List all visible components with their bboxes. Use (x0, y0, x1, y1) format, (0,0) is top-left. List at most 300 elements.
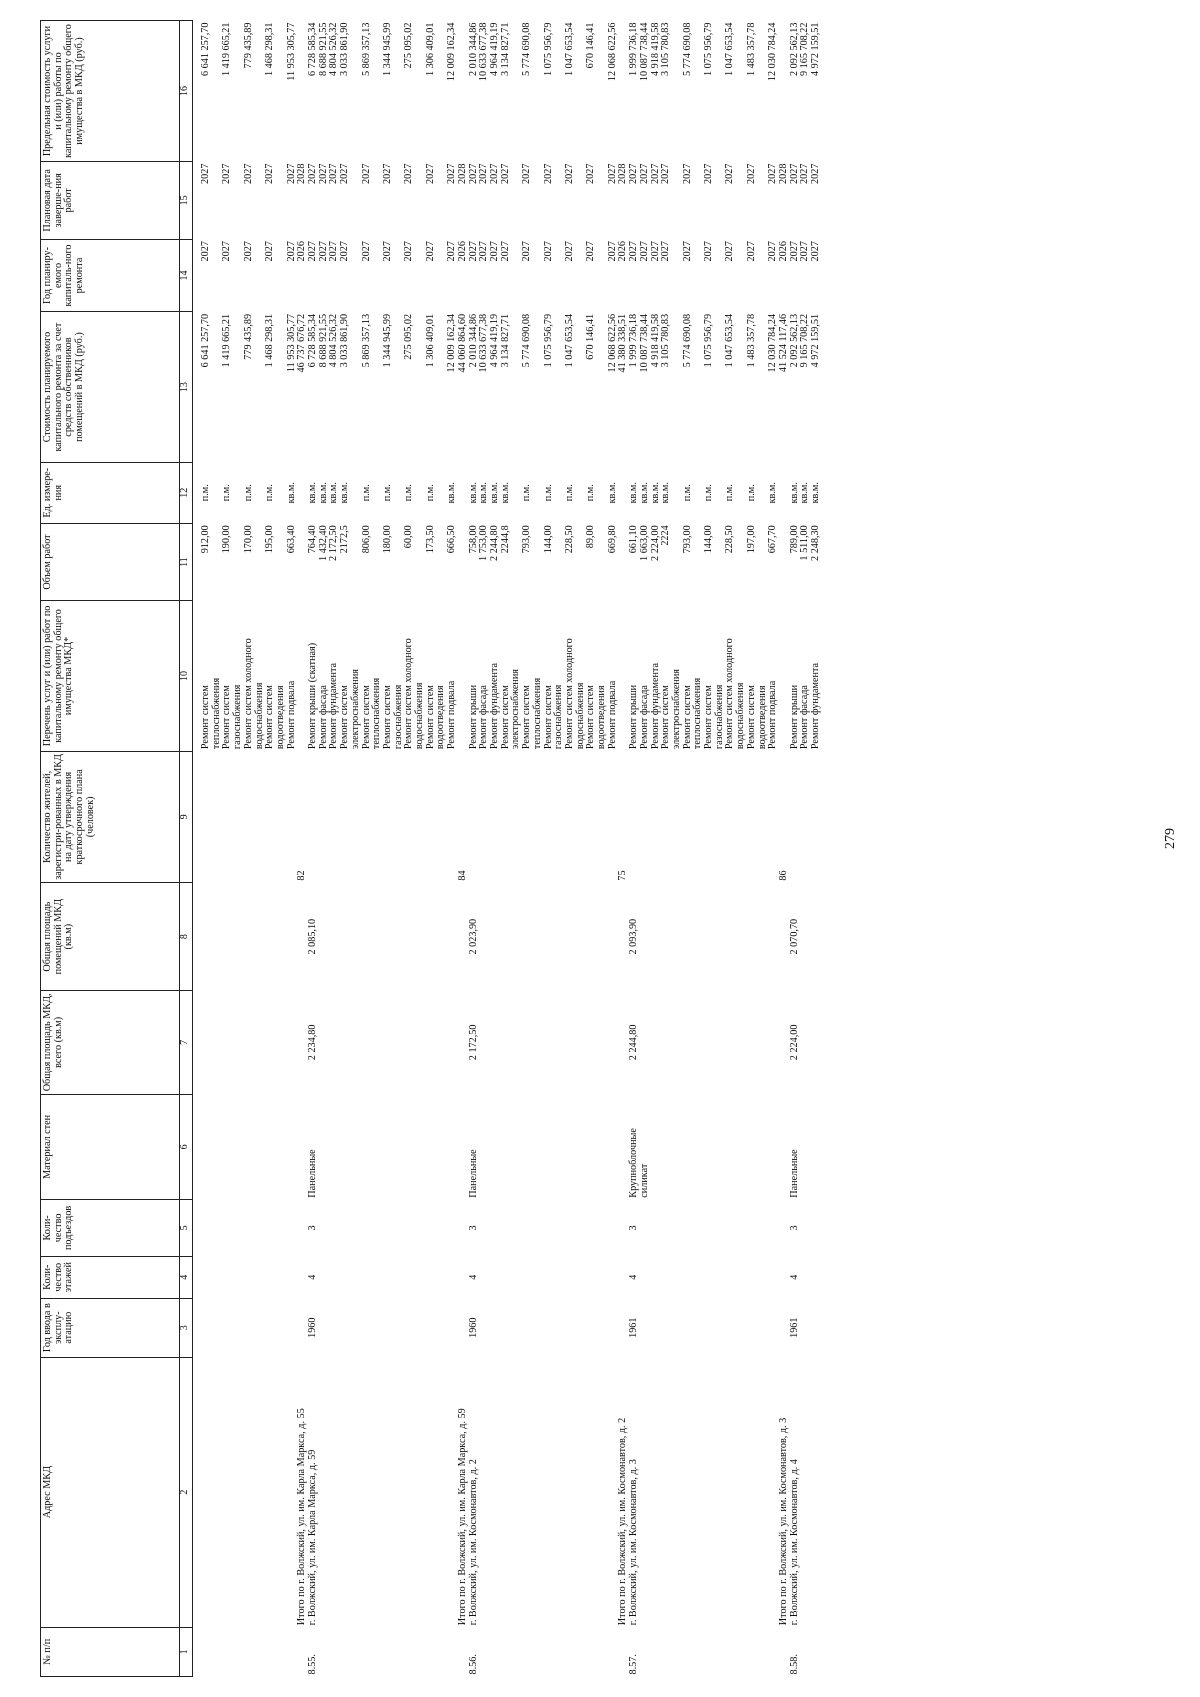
table-row (672, 21, 683, 1677)
table-cell: 2027 (799, 163, 811, 184)
table-cell: 2027 (585, 241, 597, 262)
table-cell: 3 (788, 1225, 800, 1231)
table-cell (693, 1094, 704, 1200)
table-cell: 2027 (649, 241, 661, 262)
table-cell (436, 1298, 447, 1357)
table-row (490, 21, 501, 1677)
table-cell: 46 737 676,72 (296, 313, 308, 373)
table-cell (533, 751, 544, 883)
table-cell (715, 1094, 726, 1200)
table-cell: 2027 (339, 241, 351, 262)
column-header: Год планиру-емого капиталь-ного ремонта (41, 239, 180, 312)
table-cell: водоотведения (596, 685, 608, 750)
table-cell (725, 1298, 736, 1357)
table-cell (319, 1627, 330, 1676)
table-cell (651, 751, 662, 883)
table-cell (394, 991, 405, 1094)
table-row (362, 21, 373, 1677)
table-cell (490, 1298, 501, 1357)
table-cell (800, 1094, 811, 1200)
table-cell (212, 883, 223, 991)
table-cell (768, 883, 779, 991)
table-cell (565, 1298, 576, 1357)
table-cell (651, 1256, 662, 1298)
table-cell: 2027 (446, 241, 458, 262)
table-cell: 8.58. (788, 1654, 800, 1675)
table-cell: 2027 (499, 163, 511, 184)
table-cell: 2026 (777, 241, 789, 262)
table-cell (276, 1298, 287, 1357)
table-cell: 1 999 736,18 (628, 313, 640, 368)
table-cell (415, 1094, 426, 1200)
table-cell: Ремонт крыши (скатная) (307, 642, 319, 750)
table-cell: 6 728 585,34 (307, 313, 319, 368)
table-cell (319, 1256, 330, 1298)
table-cell (661, 1627, 672, 1676)
table-cell (404, 1256, 415, 1298)
table-cell: 2027 (264, 241, 276, 262)
table-cell (436, 991, 447, 1094)
table-cell (629, 751, 640, 883)
table-cell (415, 1627, 426, 1676)
table-cell: п.м. (200, 484, 211, 502)
table-cell: 2 244,80 (628, 1024, 640, 1061)
table-cell: кв.м. (307, 482, 319, 504)
table-cell (201, 1094, 212, 1200)
table-cell (426, 1298, 437, 1357)
table-cell (447, 1627, 458, 1676)
table-cell (693, 1357, 704, 1627)
table-cell: 4 (467, 1274, 479, 1280)
table-cell (287, 883, 298, 991)
table-cell (436, 1094, 447, 1200)
table-cell (394, 883, 405, 991)
table-cell: 4 804 526,32 (328, 313, 340, 368)
table-cell: электроснабжения (510, 669, 522, 750)
table-cell: 1 075 956,79 (542, 313, 554, 368)
table-cell: 1 419 665,21 (221, 313, 233, 368)
table-cell (319, 1200, 330, 1256)
table-cell (544, 1256, 555, 1298)
table-row (618, 21, 629, 1677)
table-cell (768, 1627, 779, 1676)
table-cell: 758,00 (467, 525, 479, 554)
table-row (533, 21, 544, 1677)
table-cell: 75 (617, 870, 629, 881)
table-cell: Ремонт фасада (799, 685, 811, 750)
table-cell: кв.м. (478, 482, 490, 504)
table-cell (340, 1256, 351, 1298)
table-cell (255, 1094, 266, 1200)
table-cell (522, 991, 533, 1094)
table-cell (372, 1200, 383, 1256)
table-cell (651, 883, 662, 991)
table-row (297, 21, 308, 1677)
table-cell (469, 751, 480, 883)
table-cell (351, 523, 362, 601)
table-cell (651, 1627, 662, 1676)
table-header-row (41, 21, 180, 1677)
table-cell: Панельные (307, 1149, 319, 1198)
table-row (629, 21, 640, 1677)
table-cell: 2027 (242, 163, 254, 184)
table-cell (511, 1298, 522, 1357)
table-cell (544, 991, 555, 1094)
table-cell (212, 1094, 223, 1200)
table-cell (586, 991, 597, 1094)
table-cell (511, 1256, 522, 1298)
table-cell (479, 883, 490, 991)
table-cell: 197,00 (745, 525, 757, 554)
table-cell (554, 1357, 565, 1627)
table-cell (511, 883, 522, 991)
table-row (800, 21, 811, 1677)
table-cell: 2027 (339, 163, 351, 184)
column-number: 11 (180, 523, 193, 601)
table-cell (554, 1256, 565, 1298)
table-cell (426, 1256, 437, 1298)
table-row (383, 21, 394, 1677)
table-cell (222, 1200, 233, 1256)
table-cell: 2027 (360, 241, 372, 262)
table-cell (308, 751, 319, 883)
table-cell (736, 751, 747, 883)
table-cell (255, 991, 266, 1094)
table-cell: 180,00 (381, 525, 393, 554)
column-number: 12 (180, 462, 193, 523)
table-cell: 2027 (521, 241, 533, 262)
table-cell: 2224 (660, 525, 672, 546)
table-cell (436, 1627, 447, 1676)
table-row (426, 21, 437, 1677)
table-cell: 1 663,00 (638, 525, 650, 561)
table-cell: 2027 (606, 163, 618, 184)
table-cell (222, 991, 233, 1094)
table-cell: 170,00 (242, 525, 254, 554)
table-cell (672, 1357, 683, 1627)
table-cell: 2027 (628, 241, 640, 262)
table-cell (479, 1256, 490, 1298)
table-cell: кв.м. (499, 482, 511, 504)
table-cell (222, 1298, 233, 1357)
table-cell: п.м. (403, 484, 415, 502)
table-cell (447, 883, 458, 991)
table-cell (201, 1357, 212, 1627)
table-cell: Ремонт систем (703, 685, 715, 750)
table-cell (768, 1256, 779, 1298)
table-cell (811, 751, 822, 883)
table-cell (576, 1357, 587, 1627)
table-cell (533, 1094, 544, 1200)
table-cell: водоотведения (435, 685, 447, 750)
table-cell (683, 991, 694, 1094)
table-cell (811, 1256, 822, 1298)
table-cell: 2027 (542, 241, 554, 262)
table-cell (501, 1256, 512, 1298)
table-cell (715, 751, 726, 883)
table-cell: силикат (638, 1163, 650, 1198)
table-cell (436, 883, 447, 991)
table-cell (704, 1094, 715, 1200)
table-cell (800, 883, 811, 991)
table-cell (597, 1357, 608, 1627)
table-cell (458, 991, 469, 1094)
table-cell: Ремонт подвала (285, 680, 297, 750)
table-cell (693, 1256, 704, 1298)
table-cell (533, 462, 544, 523)
table-row (469, 21, 480, 1677)
table-cell (404, 883, 415, 991)
table-cell (319, 1094, 330, 1200)
table-cell (404, 991, 415, 1094)
table-cell: 8.57. (628, 1654, 640, 1675)
table-cell: кв.м. (446, 482, 458, 504)
table-cell (458, 1298, 469, 1357)
column-header: Материал стен (41, 1094, 180, 1200)
table-cell (329, 1298, 340, 1357)
table-cell: Итого по г. Волжский, ул. им. Космонавтов, д. 2 (617, 1417, 629, 1626)
table-cell: 1 047 653,54 (563, 22, 575, 76)
table-cell (362, 1627, 373, 1676)
table-cell (340, 991, 351, 1094)
table-cell (608, 1627, 619, 1676)
column-number: 10 (180, 601, 193, 751)
table-cell (319, 1298, 330, 1357)
table-cell: 2027 (724, 241, 736, 262)
table-cell (394, 1357, 405, 1627)
table-row (544, 21, 555, 1677)
table-cell: 2027 (542, 163, 554, 184)
table-cell: 2027 (799, 241, 811, 262)
table-cell (340, 1627, 351, 1676)
table-cell (693, 991, 704, 1094)
table-cell (201, 883, 212, 991)
table-cell: 2027 (328, 163, 340, 184)
table-cell: 2027 (360, 163, 372, 184)
table-cell (725, 1094, 736, 1200)
table-cell (287, 1298, 298, 1357)
table-cell (383, 751, 394, 883)
table-cell: 663,40 (285, 525, 297, 554)
column-header: Общая площадь МКД, всего (кв.м) (41, 991, 180, 1094)
table-cell: 3 105 780,83 (660, 313, 672, 368)
table-cell: 2027 (381, 241, 393, 262)
table-cell (544, 751, 555, 883)
table-cell (640, 991, 651, 1094)
table-cell: 275 095,02 (403, 22, 415, 69)
table-cell (565, 883, 576, 991)
table-cell (415, 1298, 426, 1357)
table-cell (715, 1256, 726, 1298)
table-cell (479, 1298, 490, 1357)
table-cell (351, 1357, 362, 1627)
table-cell: Итого по г. Волжский, ул. им. Карла Маркса, д. 55 (296, 1408, 308, 1626)
table-cell: 1 753,00 (478, 525, 490, 561)
table-cell (715, 1298, 726, 1357)
table-cell: 1 075 956,79 (703, 22, 715, 76)
table-cell: 41 524 117,46 (777, 313, 789, 373)
column-number: 3 (180, 1298, 193, 1357)
table-cell: 670 146,41 (585, 313, 597, 360)
table-cell (255, 883, 266, 991)
table-cell (276, 1094, 287, 1200)
column-number: 13 (180, 312, 193, 462)
table-cell (597, 751, 608, 883)
table-cell: 9 165 708,22 (799, 22, 811, 76)
table-cell: 5 774 690,08 (681, 313, 693, 368)
table-cell (201, 1298, 212, 1357)
table-cell: кв.м. (660, 482, 672, 504)
table-cell (372, 883, 383, 991)
table-cell (383, 1357, 394, 1627)
table-cell: Ремонт систем (424, 685, 436, 750)
table-cell (436, 1200, 447, 1256)
table-cell: 2027 (478, 241, 490, 262)
table-cell: Итого по г. Волжский, ул. им. Космонавтов, д. 3 (777, 1417, 789, 1626)
table-cell: Ремонт фундамента (328, 662, 340, 750)
table-cell: 10 633 677,38 (478, 313, 490, 373)
table-cell: 2 093,90 (628, 918, 640, 955)
table-cell (544, 1094, 555, 1200)
table-cell (340, 1357, 351, 1627)
table-cell (404, 1357, 415, 1627)
table-cell (244, 991, 255, 1094)
table-cell: теплоснабжения (210, 677, 222, 750)
table-cell (201, 991, 212, 1094)
table-row (554, 21, 565, 1677)
table-row (811, 21, 822, 1677)
table-cell (233, 883, 244, 991)
table-cell: 1 483 357,78 (745, 22, 757, 76)
table-cell (522, 1094, 533, 1200)
table-cell: 2 224,00 (649, 525, 661, 561)
table-cell (511, 1357, 522, 1627)
table-cell (736, 883, 747, 991)
table-cell (747, 1627, 758, 1676)
table-cell (394, 1627, 405, 1676)
table-cell: 4 (628, 1274, 640, 1280)
table-cell (447, 1298, 458, 1357)
table-cell (265, 883, 276, 991)
table-cell: 2027 (660, 163, 672, 184)
table-cell (554, 751, 565, 883)
table-cell (340, 751, 351, 883)
table-cell (490, 1094, 501, 1200)
table-cell (458, 1094, 469, 1200)
table-cell (222, 751, 233, 883)
table-cell: 5 869 357,13 (360, 313, 372, 368)
table-cell (426, 1094, 437, 1200)
table-cell: 2027 (681, 241, 693, 262)
table-cell (661, 1200, 672, 1256)
table-cell (768, 751, 779, 883)
table-cell (554, 1200, 565, 1256)
table-cell (436, 751, 447, 883)
table-cell: электроснабжения (349, 669, 361, 750)
table-cell (768, 1200, 779, 1256)
table-row (404, 21, 415, 1677)
table-cell: 1 306 409,01 (424, 313, 436, 368)
table-cell: 190,00 (221, 525, 233, 554)
column-header: Общая площадь помещений МКД (кв.м) (41, 883, 180, 991)
table-cell (212, 751, 223, 883)
table-cell (565, 1094, 576, 1200)
column-header: Объем работ (41, 523, 180, 601)
table-cell: 4 972 159,51 (810, 22, 822, 76)
table-cell (565, 1357, 576, 1627)
table-cell (608, 1200, 619, 1256)
table-cell (693, 1627, 704, 1676)
table-cell (287, 991, 298, 1094)
table-cell (265, 1627, 276, 1676)
table-cell (811, 1298, 822, 1357)
table-cell (372, 751, 383, 883)
table-cell: 1 483 357,78 (745, 313, 757, 368)
table-cell (586, 1200, 597, 1256)
table-cell: Ремонт систем (221, 685, 233, 750)
table-cell: п.м. (264, 484, 276, 502)
table-cell (747, 1094, 758, 1200)
table-cell: п.м. (585, 484, 597, 502)
table-cell: кв.м. (328, 482, 340, 504)
table-cell: 2027 (703, 241, 715, 262)
table-cell (608, 1298, 619, 1357)
table-cell (276, 1627, 287, 1676)
table-cell (447, 991, 458, 1094)
table-cell (608, 883, 619, 991)
table-cell (736, 1094, 747, 1200)
table-cell: 2027 (242, 241, 254, 262)
table-cell (758, 1357, 769, 1627)
table-cell (351, 1200, 362, 1256)
table-cell (329, 1627, 340, 1676)
table-cell (736, 1627, 747, 1676)
table-cell: 2 070,70 (788, 918, 800, 955)
table-cell (608, 751, 619, 883)
table-row (651, 21, 662, 1677)
table-cell (212, 991, 223, 1094)
table-cell: 12 030 784,24 (767, 313, 779, 373)
table-cell: 806,00 (360, 525, 372, 554)
table-cell: кв.м. (810, 482, 822, 504)
table-cell (362, 1298, 373, 1357)
table-cell (747, 1357, 758, 1627)
table-cell (265, 991, 276, 1094)
table-cell: 86 (777, 870, 789, 881)
table-cell (479, 991, 490, 1094)
repair-plan-table (40, 20, 822, 1677)
table-cell (736, 1357, 747, 1627)
table-cell: 1 344 945,99 (381, 313, 393, 368)
table-cell (800, 991, 811, 1094)
table-cell (715, 1627, 726, 1676)
table-cell: теплоснабжения (531, 677, 543, 750)
table-cell (725, 1200, 736, 1256)
table-cell: Ремонт фасада (638, 685, 650, 750)
table-cell: 4 964 419,19 (488, 22, 500, 76)
table-cell: 2027 (467, 163, 479, 184)
table-cell (222, 1627, 233, 1676)
column-number: 9 (180, 751, 193, 883)
column-number: 8 (180, 883, 193, 991)
table-cell (233, 1200, 244, 1256)
table-cell: Панельные (467, 1149, 479, 1198)
table-cell (640, 751, 651, 883)
table-cell (511, 1094, 522, 1200)
table-cell: 4 918 419,58 (649, 22, 661, 76)
table-row (372, 21, 383, 1677)
table-cell (233, 1298, 244, 1357)
